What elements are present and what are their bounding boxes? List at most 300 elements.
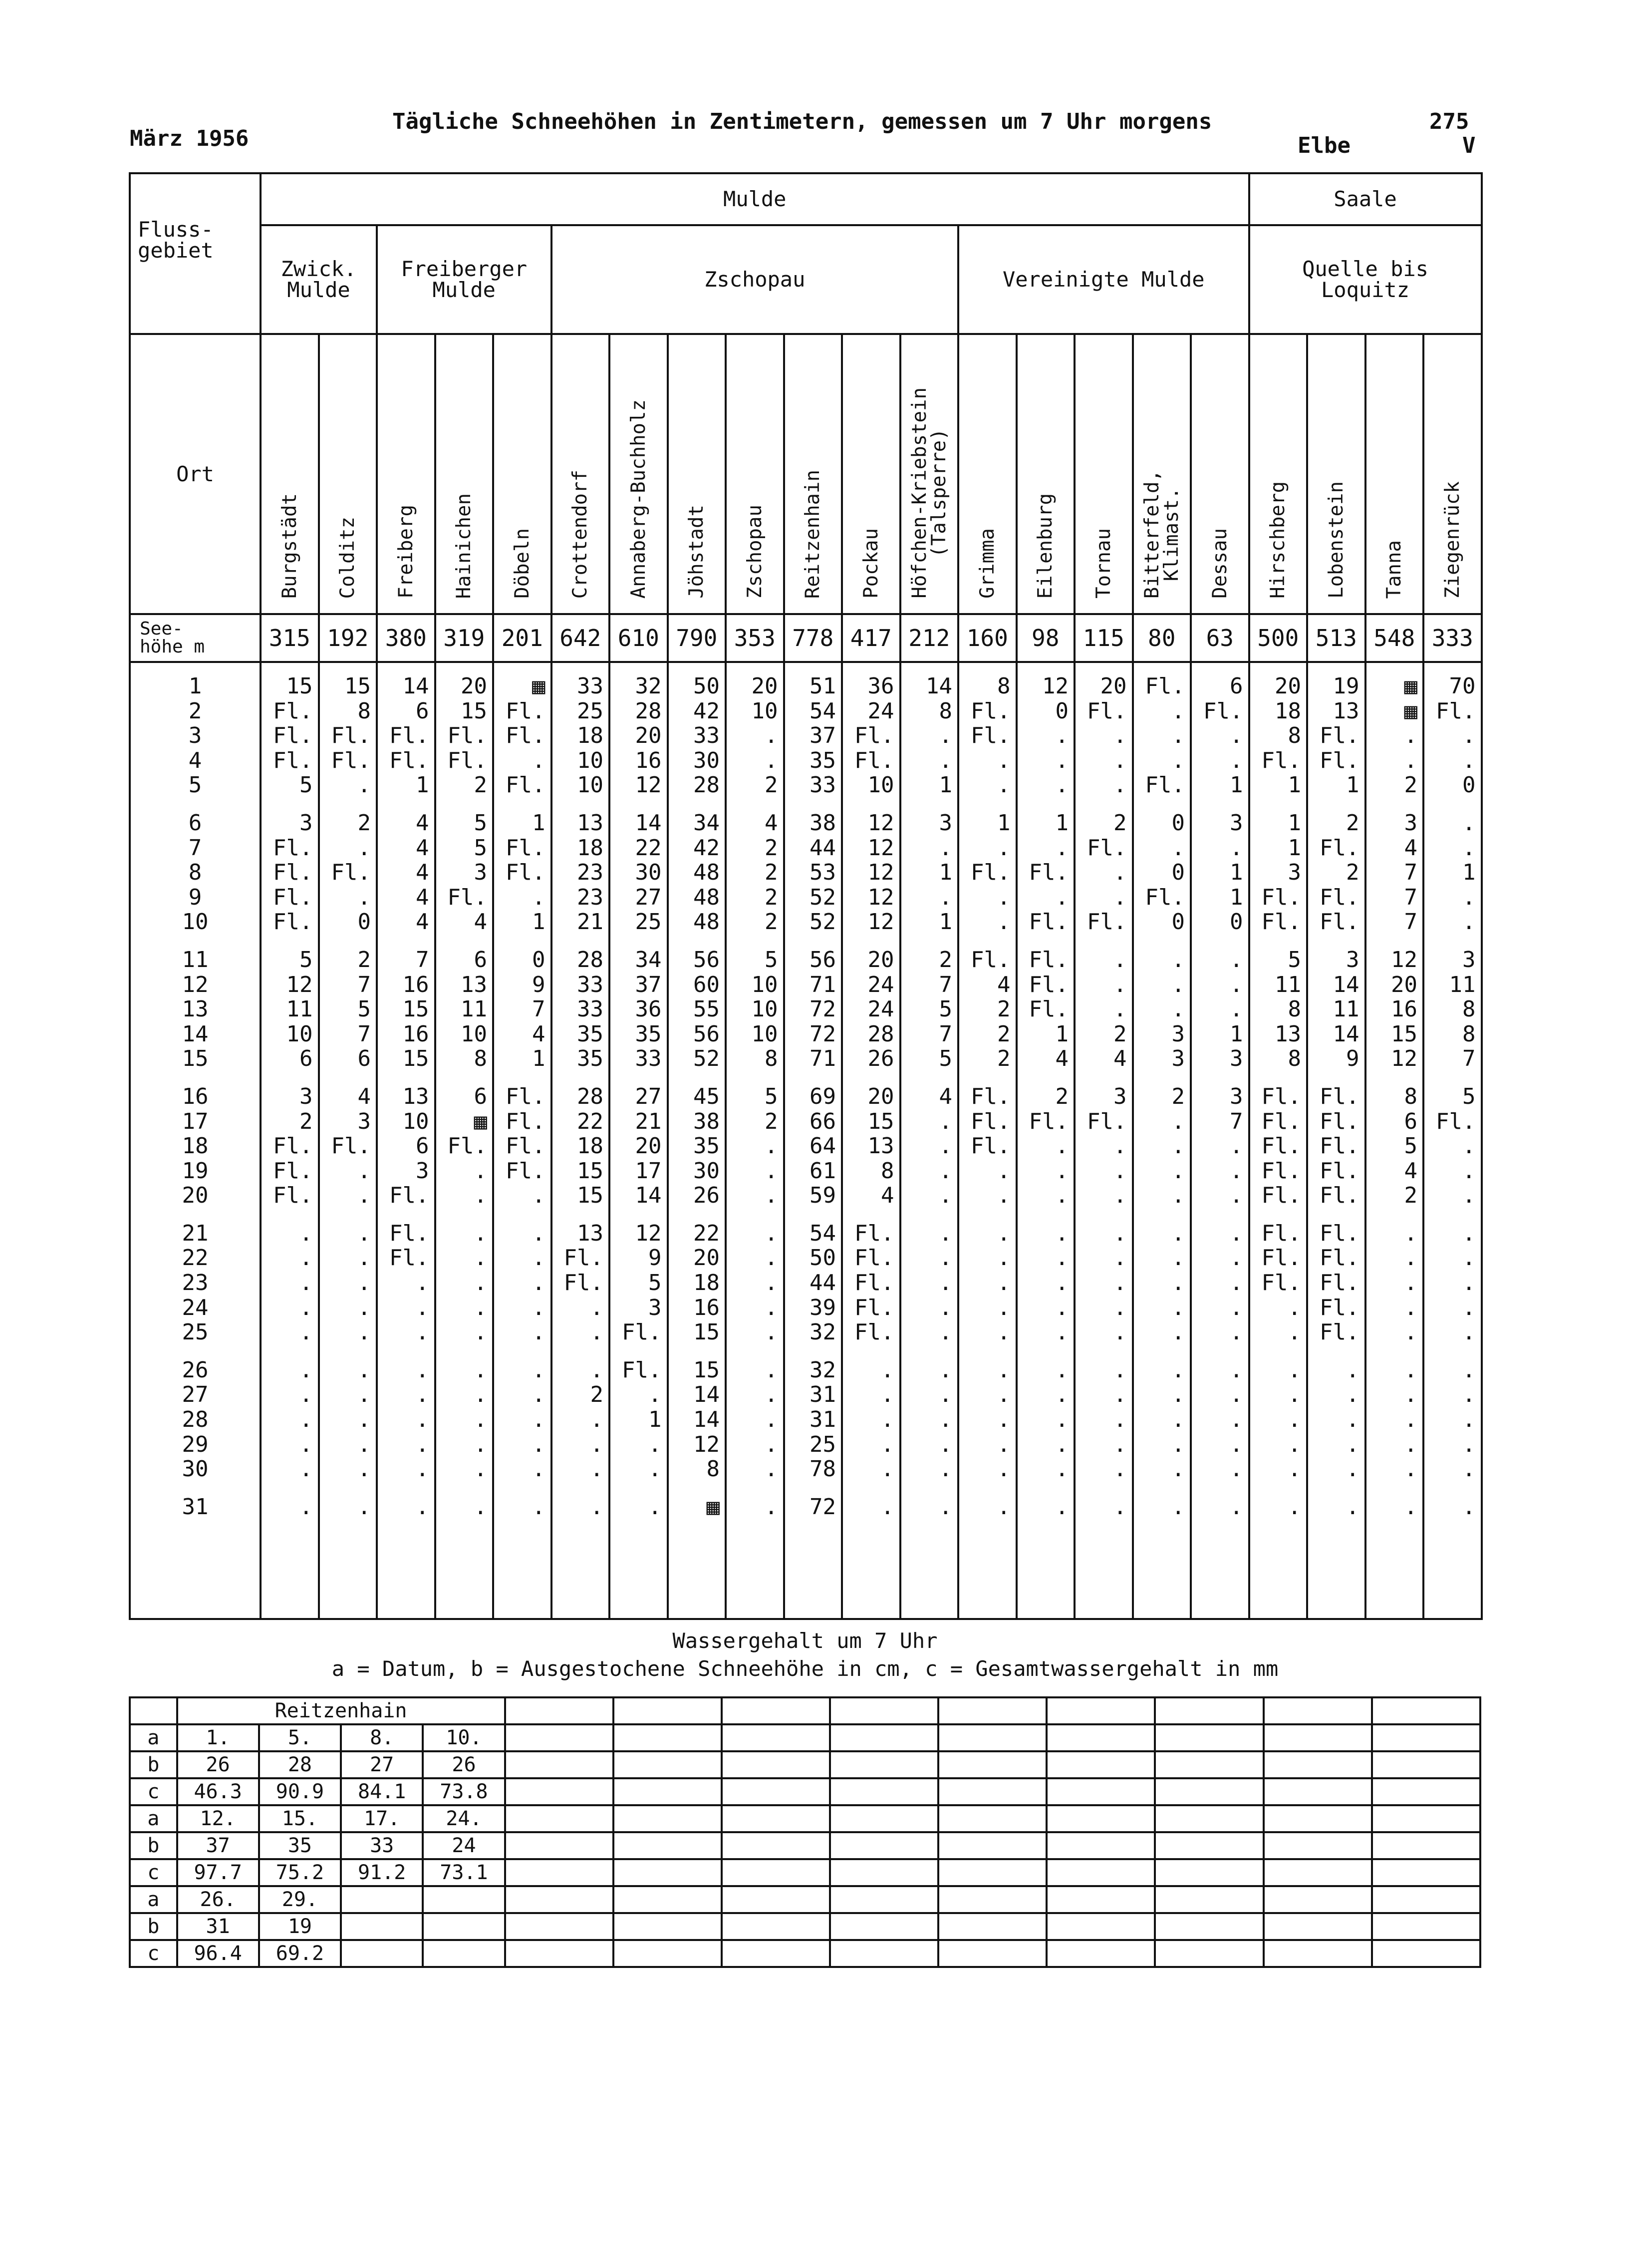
elevation-3: 319 [435, 614, 494, 662]
snow-value: Fl. [1320, 1295, 1359, 1320]
snow-value: . [1171, 1158, 1185, 1184]
day-label: 12 [182, 972, 209, 997]
snow-value: Fl. [1029, 860, 1069, 886]
snow-value: 3 [299, 1083, 313, 1109]
page-title: Tägliche Schneehöhen in Zentimetern, gemessen um 7 Uhr morgens [392, 109, 1212, 134]
snow-value: Fl. [1029, 947, 1069, 972]
wg-empty-cell [830, 1940, 938, 1967]
snow-value: 6 [1404, 1108, 1418, 1134]
snow-value: . [1230, 835, 1243, 861]
snow-value: 3 [1404, 810, 1418, 836]
snow-value: . [1055, 1220, 1069, 1246]
day-label: 2 [188, 698, 202, 724]
snow-value: 30 [635, 860, 662, 886]
snow-value: . [1230, 972, 1243, 997]
wg-station-name: Reitzenhain [177, 1697, 505, 1724]
snow-value: Fl. [1261, 1158, 1302, 1184]
snow-value: . [1055, 1494, 1069, 1520]
elevation-10: 417 [842, 614, 900, 662]
snow-value: 2 [1346, 860, 1359, 886]
snow-value: 33 [577, 673, 603, 699]
snow-value: Fl. [1145, 772, 1185, 798]
snow-value: Fl. [1087, 1108, 1127, 1134]
snow-value: 35 [810, 747, 836, 773]
snow-value: 11 [1333, 996, 1359, 1022]
day-label: 6 [188, 810, 202, 836]
snow-value: . [474, 1494, 487, 1520]
snow-value: . [1055, 1295, 1069, 1320]
snow-value: 33 [577, 996, 603, 1022]
snow-value: 20 [461, 673, 487, 699]
snow-value: . [939, 835, 952, 861]
snow-value: 16 [402, 1021, 429, 1047]
snow-value: Fl. [1320, 1158, 1359, 1184]
wg-empty-cell [938, 1940, 1047, 1967]
snow-value: 72 [810, 1021, 836, 1047]
station-column-6 [609, 662, 668, 1619]
station-column-20 [1423, 662, 1482, 1619]
snow-value: 11 [286, 996, 313, 1022]
station-column-10 [842, 662, 900, 1619]
snow-value: . [357, 1245, 371, 1271]
snow-value: . [997, 1319, 1011, 1345]
snow-value: 24 [867, 996, 894, 1022]
snow-value: 37 [810, 723, 836, 749]
snow-value: 22 [693, 1220, 720, 1246]
wg-row-label: a [130, 1805, 177, 1832]
snow-value: . [648, 1456, 662, 1482]
snow-value: 2 [765, 884, 778, 910]
snow-value: 36 [635, 996, 662, 1022]
snow-value: ▦ [532, 673, 545, 699]
snow-value: 2 [997, 1021, 1011, 1047]
snow-value: . [357, 1431, 371, 1457]
snow-value: . [1113, 860, 1127, 886]
wg-empty-cell [1372, 1913, 1480, 1940]
station-2 [377, 334, 435, 614]
day-label: 24 [182, 1295, 209, 1320]
snow-value: . [1462, 810, 1476, 836]
snow-value: Fl. [1261, 909, 1302, 935]
station-name: Freiberg [394, 505, 417, 599]
wg-cell: 10. [423, 1724, 505, 1751]
snow-value: 5 [1404, 1133, 1418, 1159]
snow-value: . [997, 1183, 1011, 1209]
group-zschopau: Zschopau [551, 225, 959, 334]
snow-value: 38 [693, 1108, 720, 1134]
snow-value: 1 [1288, 772, 1302, 798]
snow-value: . [1171, 1431, 1185, 1457]
snow-value: ▦ [1404, 698, 1418, 724]
snow-value: . [299, 1220, 313, 1246]
day-label: 9 [188, 884, 202, 910]
snow-value: . [1462, 1431, 1476, 1457]
wg-empty-cell [1155, 1940, 1263, 1967]
snow-value: Fl. [331, 860, 371, 886]
snow-value: Fl. [1029, 1108, 1069, 1134]
snow-value: 13 [1333, 698, 1359, 724]
snow-value: 16 [402, 972, 429, 997]
snow-value: Fl. [1320, 1220, 1359, 1246]
elevation-5: 642 [551, 614, 610, 662]
wg-empty-cell [1155, 1859, 1263, 1886]
station-15 [1133, 334, 1191, 614]
snow-value: Fl. [331, 1133, 371, 1159]
snow-value: . [1055, 1158, 1069, 1184]
snow-value: Fl. [563, 1245, 603, 1271]
snow-value: Fl. [273, 835, 313, 861]
snow-value: 54 [810, 1220, 836, 1246]
snow-value: 5 [765, 947, 778, 972]
snow-value: 4 [1404, 835, 1418, 861]
snow-value: 35 [635, 1021, 662, 1047]
snow-value: . [1055, 835, 1069, 861]
station-name: Reitzenhain [802, 469, 824, 599]
wg-empty-cell [1264, 1940, 1372, 1967]
snow-value: . [299, 1431, 313, 1457]
snow-value: Fl. [1320, 747, 1359, 773]
snow-value: . [939, 1431, 952, 1457]
snow-value: Fl. [1320, 1108, 1359, 1134]
snow-value: . [474, 1158, 487, 1184]
snow-value: . [765, 1319, 778, 1345]
snow-value: . [590, 1456, 603, 1482]
snow-value: . [1230, 1183, 1243, 1209]
snow-value: 9 [532, 972, 545, 997]
snow-value: . [1113, 1357, 1127, 1383]
snow-value: 6 [416, 1133, 429, 1159]
snow-value: . [357, 1357, 371, 1383]
snow-value: . [1055, 747, 1069, 773]
snow-value: . [1288, 1357, 1302, 1383]
snow-value: . [997, 1382, 1011, 1408]
wg-row-label: a [130, 1886, 177, 1913]
snow-value: 12 [286, 972, 313, 997]
snow-value: . [532, 747, 545, 773]
snow-value: 18 [577, 1133, 603, 1159]
snow-value: Fl. [1029, 972, 1069, 997]
elevation-20: 333 [1423, 614, 1482, 662]
wg-empty-cell [613, 1859, 722, 1886]
wassergehalt-title: Wassergehalt um 7 Uhr [672, 1628, 938, 1653]
snow-value: . [299, 1407, 313, 1433]
wg-cell: 90.9 [259, 1778, 341, 1805]
station-name: Lobenstein [1325, 481, 1348, 599]
snow-value: 28 [635, 698, 662, 724]
snow-value: 30 [693, 747, 720, 773]
station-10 [842, 334, 900, 614]
snow-value: . [1288, 1319, 1302, 1345]
day-label: 30 [182, 1456, 209, 1482]
snow-value: 27 [635, 884, 662, 910]
snow-value: . [1462, 835, 1476, 861]
snow-value: 12 [1391, 947, 1418, 972]
page-number: 275 [1429, 109, 1469, 134]
snow-value: 1 [532, 909, 545, 935]
snow-value: 12 [635, 1220, 662, 1246]
snow-value: . [765, 1357, 778, 1383]
snow-value: Fl. [563, 1270, 603, 1296]
snow-value: 54 [810, 698, 836, 724]
snow-value: 8 [1288, 1046, 1302, 1072]
snow-value: 22 [635, 835, 662, 861]
snow-value: 6 [416, 698, 429, 724]
snow-value: 26 [867, 1046, 894, 1072]
snow-value: 1 [939, 909, 952, 935]
snow-value: . [1055, 1382, 1069, 1408]
wg-cell: 27 [341, 1751, 423, 1778]
station-name: Pockau [859, 528, 882, 599]
station-column-19 [1365, 662, 1424, 1619]
snow-value: 71 [810, 972, 836, 997]
snow-value: 13 [461, 972, 487, 997]
snow-value: . [1404, 1295, 1418, 1320]
elevation-1: 192 [319, 614, 377, 662]
snow-value: 5 [939, 1046, 952, 1072]
snow-value: 7 [939, 1021, 952, 1047]
wg-row-label: c [130, 1778, 177, 1805]
snow-value: 66 [810, 1108, 836, 1134]
snow-value: Fl. [389, 1220, 429, 1246]
snow-value: . [532, 1319, 545, 1345]
snow-value: 24 [867, 698, 894, 724]
station-name: Hirschberg [1267, 481, 1290, 599]
wg-empty-cell [1155, 1751, 1263, 1778]
wg-cell [423, 1940, 505, 1967]
wg-cell: 29. [259, 1886, 341, 1913]
snow-value: Fl. [1029, 909, 1069, 935]
wg-cell: 46.3 [177, 1778, 259, 1805]
snow-value: Fl. [1203, 698, 1243, 724]
snow-value: . [1462, 1158, 1476, 1184]
snow-value: . [1404, 747, 1418, 773]
snow-value: Fl. [331, 747, 371, 773]
snow-value: . [1171, 1295, 1185, 1320]
snow-value: 2 [1055, 1083, 1069, 1109]
snow-value: . [1171, 1245, 1185, 1271]
snow-value: . [997, 835, 1011, 861]
snow-value: 7 [1404, 860, 1418, 886]
snow-value: . [1171, 698, 1185, 724]
snow-value: Fl. [273, 1183, 313, 1209]
snow-value: Fl. [1320, 1183, 1359, 1209]
snow-value: . [532, 1357, 545, 1383]
snow-value: . [1171, 1319, 1185, 1345]
snow-value: 2 [765, 909, 778, 935]
snow-value: . [1171, 1183, 1185, 1209]
snow-value: 3 [648, 1295, 662, 1320]
snow-value: . [299, 1456, 313, 1482]
snow-value: . [590, 1431, 603, 1457]
snow-value: 3 [1230, 810, 1243, 836]
wg-empty-cell [830, 1778, 938, 1805]
snow-value: 2 [765, 860, 778, 886]
snow-value: 3 [299, 810, 313, 836]
snow-value: . [1055, 1407, 1069, 1433]
snow-value: 5 [357, 996, 371, 1022]
snow-value: . [299, 1270, 313, 1296]
wg-empty-cell [830, 1751, 938, 1778]
snow-value: . [765, 1270, 778, 1296]
snow-value: 12 [867, 835, 894, 861]
snow-value: . [997, 1357, 1011, 1383]
wg-row-label: a [130, 1724, 177, 1751]
snow-value: . [1171, 723, 1185, 749]
snow-value: . [1230, 1220, 1243, 1246]
station-4 [493, 334, 551, 614]
wg-cell: 31 [177, 1913, 259, 1940]
day-label: 5 [188, 772, 202, 798]
snow-value: . [765, 1158, 778, 1184]
wg-empty-cell [613, 1805, 722, 1832]
wg-empty-cell [938, 1886, 1047, 1913]
snow-value: . [1462, 1295, 1476, 1320]
wg-empty-cell [722, 1832, 830, 1859]
snow-value: . [416, 1319, 429, 1345]
snow-value: 20 [1391, 972, 1418, 997]
snow-value: 2 [1113, 1021, 1127, 1047]
station-column-4 [493, 662, 551, 1619]
snow-value: . [416, 1357, 429, 1383]
wg-cell: 73.8 [423, 1778, 505, 1805]
snow-value: . [299, 1295, 313, 1320]
snow-value: . [881, 1357, 894, 1383]
station-name: Höfchen-Kriebstein (Talsperre) [908, 387, 950, 599]
wg-cell: 91.2 [341, 1859, 423, 1886]
snow-value: . [1171, 996, 1185, 1022]
snow-value: 50 [693, 673, 720, 699]
wg-empty-cell [1372, 1751, 1480, 1778]
wg-cell: 37 [177, 1832, 259, 1859]
snow-value: . [939, 1270, 952, 1296]
elevation-7: 790 [668, 614, 726, 662]
snow-value: 12 [693, 1431, 720, 1457]
snow-value: . [1230, 1158, 1243, 1184]
snow-value: 2 [1113, 810, 1127, 836]
snow-value: 7 [357, 972, 371, 997]
snow-value: 70 [1449, 673, 1476, 699]
river-mulde: Mulde [261, 173, 1249, 225]
snow-value: 12 [635, 772, 662, 798]
snow-value: 48 [693, 884, 720, 910]
snow-value: 20 [1100, 673, 1127, 699]
snow-value: 0 [1171, 860, 1185, 886]
snow-value: . [1171, 1407, 1185, 1433]
snow-value: . [1404, 1494, 1418, 1520]
snow-value: . [357, 1183, 371, 1209]
snow-value: Fl. [1320, 1083, 1359, 1109]
seehoehe-label: See- höhe m [130, 614, 261, 662]
snow-value: 12 [1042, 673, 1069, 699]
snow-value: . [997, 1494, 1011, 1520]
day-label: 23 [182, 1270, 209, 1296]
snow-value: 7 [532, 996, 545, 1022]
wg-empty-cell [722, 1940, 830, 1967]
snow-value: 15 [286, 673, 313, 699]
snow-value: 1 [1462, 860, 1476, 886]
snow-value: Fl. [389, 1183, 429, 1209]
snow-value: . [1113, 884, 1127, 910]
wg-cell: 12. [177, 1805, 259, 1832]
elevation-17: 500 [1249, 614, 1308, 662]
wg-empty-cell [1047, 1940, 1155, 1967]
snow-value: 69 [810, 1083, 836, 1109]
snow-value: 33 [635, 1046, 662, 1072]
snow-value: 1 [1288, 835, 1302, 861]
snow-value: 7 [416, 947, 429, 972]
snow-value: . [939, 1158, 952, 1184]
elevation-15: 80 [1133, 614, 1191, 662]
snow-value: 2 [357, 947, 371, 972]
group-freiberger-mulde: Freiberger Mulde [377, 225, 551, 334]
snow-value: 4 [416, 884, 429, 910]
snow-value: 11 [461, 996, 487, 1022]
wg-cell [341, 1940, 423, 1967]
snow-value: 37 [635, 972, 662, 997]
snow-value: . [1113, 1220, 1127, 1246]
station-name: Crottendorf [569, 469, 592, 599]
snow-value: 13 [867, 1133, 894, 1159]
snow-value: . [1288, 1407, 1302, 1433]
snow-value: Fl. [622, 1357, 662, 1383]
snow-value: Fl. [1261, 1133, 1302, 1159]
day-label: 31 [182, 1494, 209, 1520]
snow-value: 14 [926, 673, 952, 699]
snow-value: . [532, 1382, 545, 1408]
snow-value: Fl. [273, 723, 313, 749]
snow-value: Fl. [971, 1108, 1011, 1134]
snow-value: 2 [357, 810, 371, 836]
snow-value: Fl. [506, 772, 545, 798]
day-label: 16 [182, 1083, 209, 1109]
snow-value: 7 [1230, 1108, 1243, 1134]
elevation-0: 315 [261, 614, 319, 662]
snow-value: 71 [810, 1046, 836, 1072]
snow-value: 3 [474, 860, 487, 886]
snow-value: 32 [810, 1319, 836, 1345]
wg-cell: 84.1 [341, 1778, 423, 1805]
snow-value: . [765, 1183, 778, 1209]
snow-value: 15 [577, 1158, 603, 1184]
snow-value: . [590, 1295, 603, 1320]
snow-value: 7 [1404, 884, 1418, 910]
snow-value: 23 [577, 884, 603, 910]
snow-value: . [939, 1133, 952, 1159]
snow-value: Fl. [854, 1245, 894, 1271]
station-column-17 [1249, 662, 1308, 1619]
snow-value: 33 [693, 723, 720, 749]
snow-value: Fl. [389, 723, 429, 749]
snow-value: . [1171, 747, 1185, 773]
elevation-18: 513 [1307, 614, 1365, 662]
elevation-16: 63 [1191, 614, 1249, 662]
wg-cell: 26 [423, 1751, 505, 1778]
snow-value: Fl. [854, 723, 894, 749]
wg-row-label: c [130, 1940, 177, 1967]
snow-value: . [1462, 1220, 1476, 1246]
snow-value: . [1230, 1245, 1243, 1271]
snow-value: . [416, 1382, 429, 1408]
wg-empty-cell [1155, 1832, 1263, 1859]
snow-value: Fl. [854, 747, 894, 773]
wg-cell: 26 [177, 1751, 259, 1778]
snow-value: . [474, 1295, 487, 1320]
snow-value: 8 [1404, 1083, 1418, 1109]
day-label: 8 [188, 860, 202, 886]
snow-value: 35 [693, 1133, 720, 1159]
snow-value: Fl. [1145, 673, 1185, 699]
snow-value: 24 [867, 972, 894, 997]
